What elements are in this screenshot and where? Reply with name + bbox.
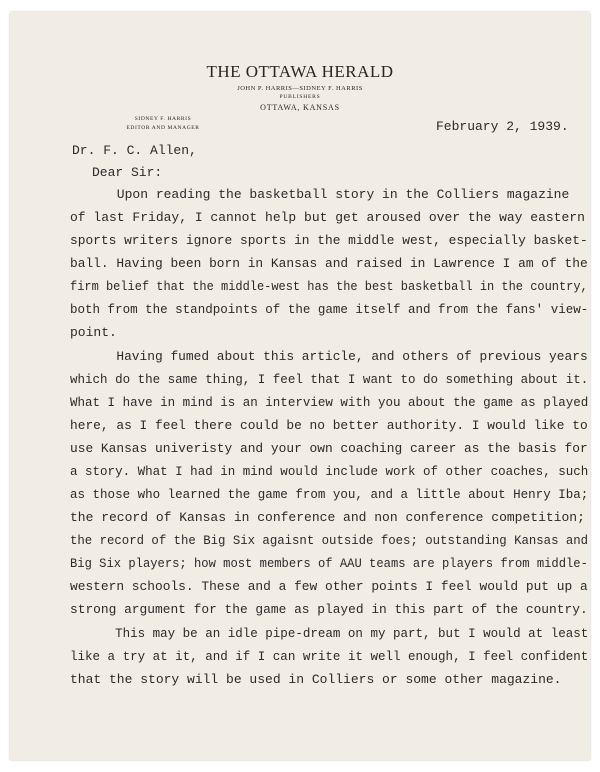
body-line: sports writers ignore sports in the middle west, especially basket- [70,233,588,248]
body-line: strong argument for the game as played in this part of the country. [70,602,588,617]
body-line: the record of the Big Six agaisnt outside foes; outstanding Kansas and [70,533,589,548]
body-line: as those who learned the game from you, and a little about Henry Iba; [70,487,589,502]
body-line: Upon reading the basketball story in the Colliers magazine [70,187,570,202]
letter-date: February 2, 1939. [436,119,569,134]
body-line: a story. What I had in mind would include work of other coaches, such [70,464,589,479]
publishers-names: JOHN P. HARRIS—SIDNEY F. HARRIS [237,85,363,92]
editor-name: SIDNEY F. HARRIS [134,116,192,122]
newspaper-name: THE OTTAWA HERALD [206,62,394,81]
body-line: Big Six players; how most members of AAU teams are players from middle- [70,556,588,571]
body-line: use Kansas univeristy and your own coaching career as the basis for [70,441,588,456]
letter-addressee: Dr. F. C. Allen, [72,143,197,158]
body-line: point. [70,325,117,340]
letter-salutation: Dear Sir: [92,165,163,180]
body-line: that the story will be used in Colliers or some other magazine. [70,672,562,687]
body-line: western schools. These and a few other points I feel would put up a [70,579,588,594]
body-line: of last Friday, I cannot help but get aroused over the way eastern [70,210,585,225]
body-line: This may be an idle pipe-dream on my part, but I would at least [70,626,589,641]
body-line: which do the same thing, I feel that I want to do something about it. [70,372,589,387]
body-line: like a try at it, and if I can write it well enough, I feel confident [70,649,589,664]
body-line: here, as I feel there could be no better authority. I would like to [70,418,588,433]
body-line: the record of Kansas in conference and non conference competition; [70,510,585,525]
body-line: firm belief that the middle-west has the best basketball in the country, [70,279,588,294]
publishers-label: PUBLISHERS [279,94,321,100]
newspaper-city: OTTAWA, KANSAS [260,103,340,112]
body-line: Having fumed about this article, and others of previous years [70,349,588,364]
body-line: ball. Having been born in Kansas and raised in Lawrence I am of the [70,256,588,271]
body-line: both from the standpoints of the game itself and from the fans' view- [70,302,589,317]
body-line: What I have in mind is an interview with you about the game as played [70,395,589,410]
editor-title: EDITOR AND MANAGER [126,125,200,131]
